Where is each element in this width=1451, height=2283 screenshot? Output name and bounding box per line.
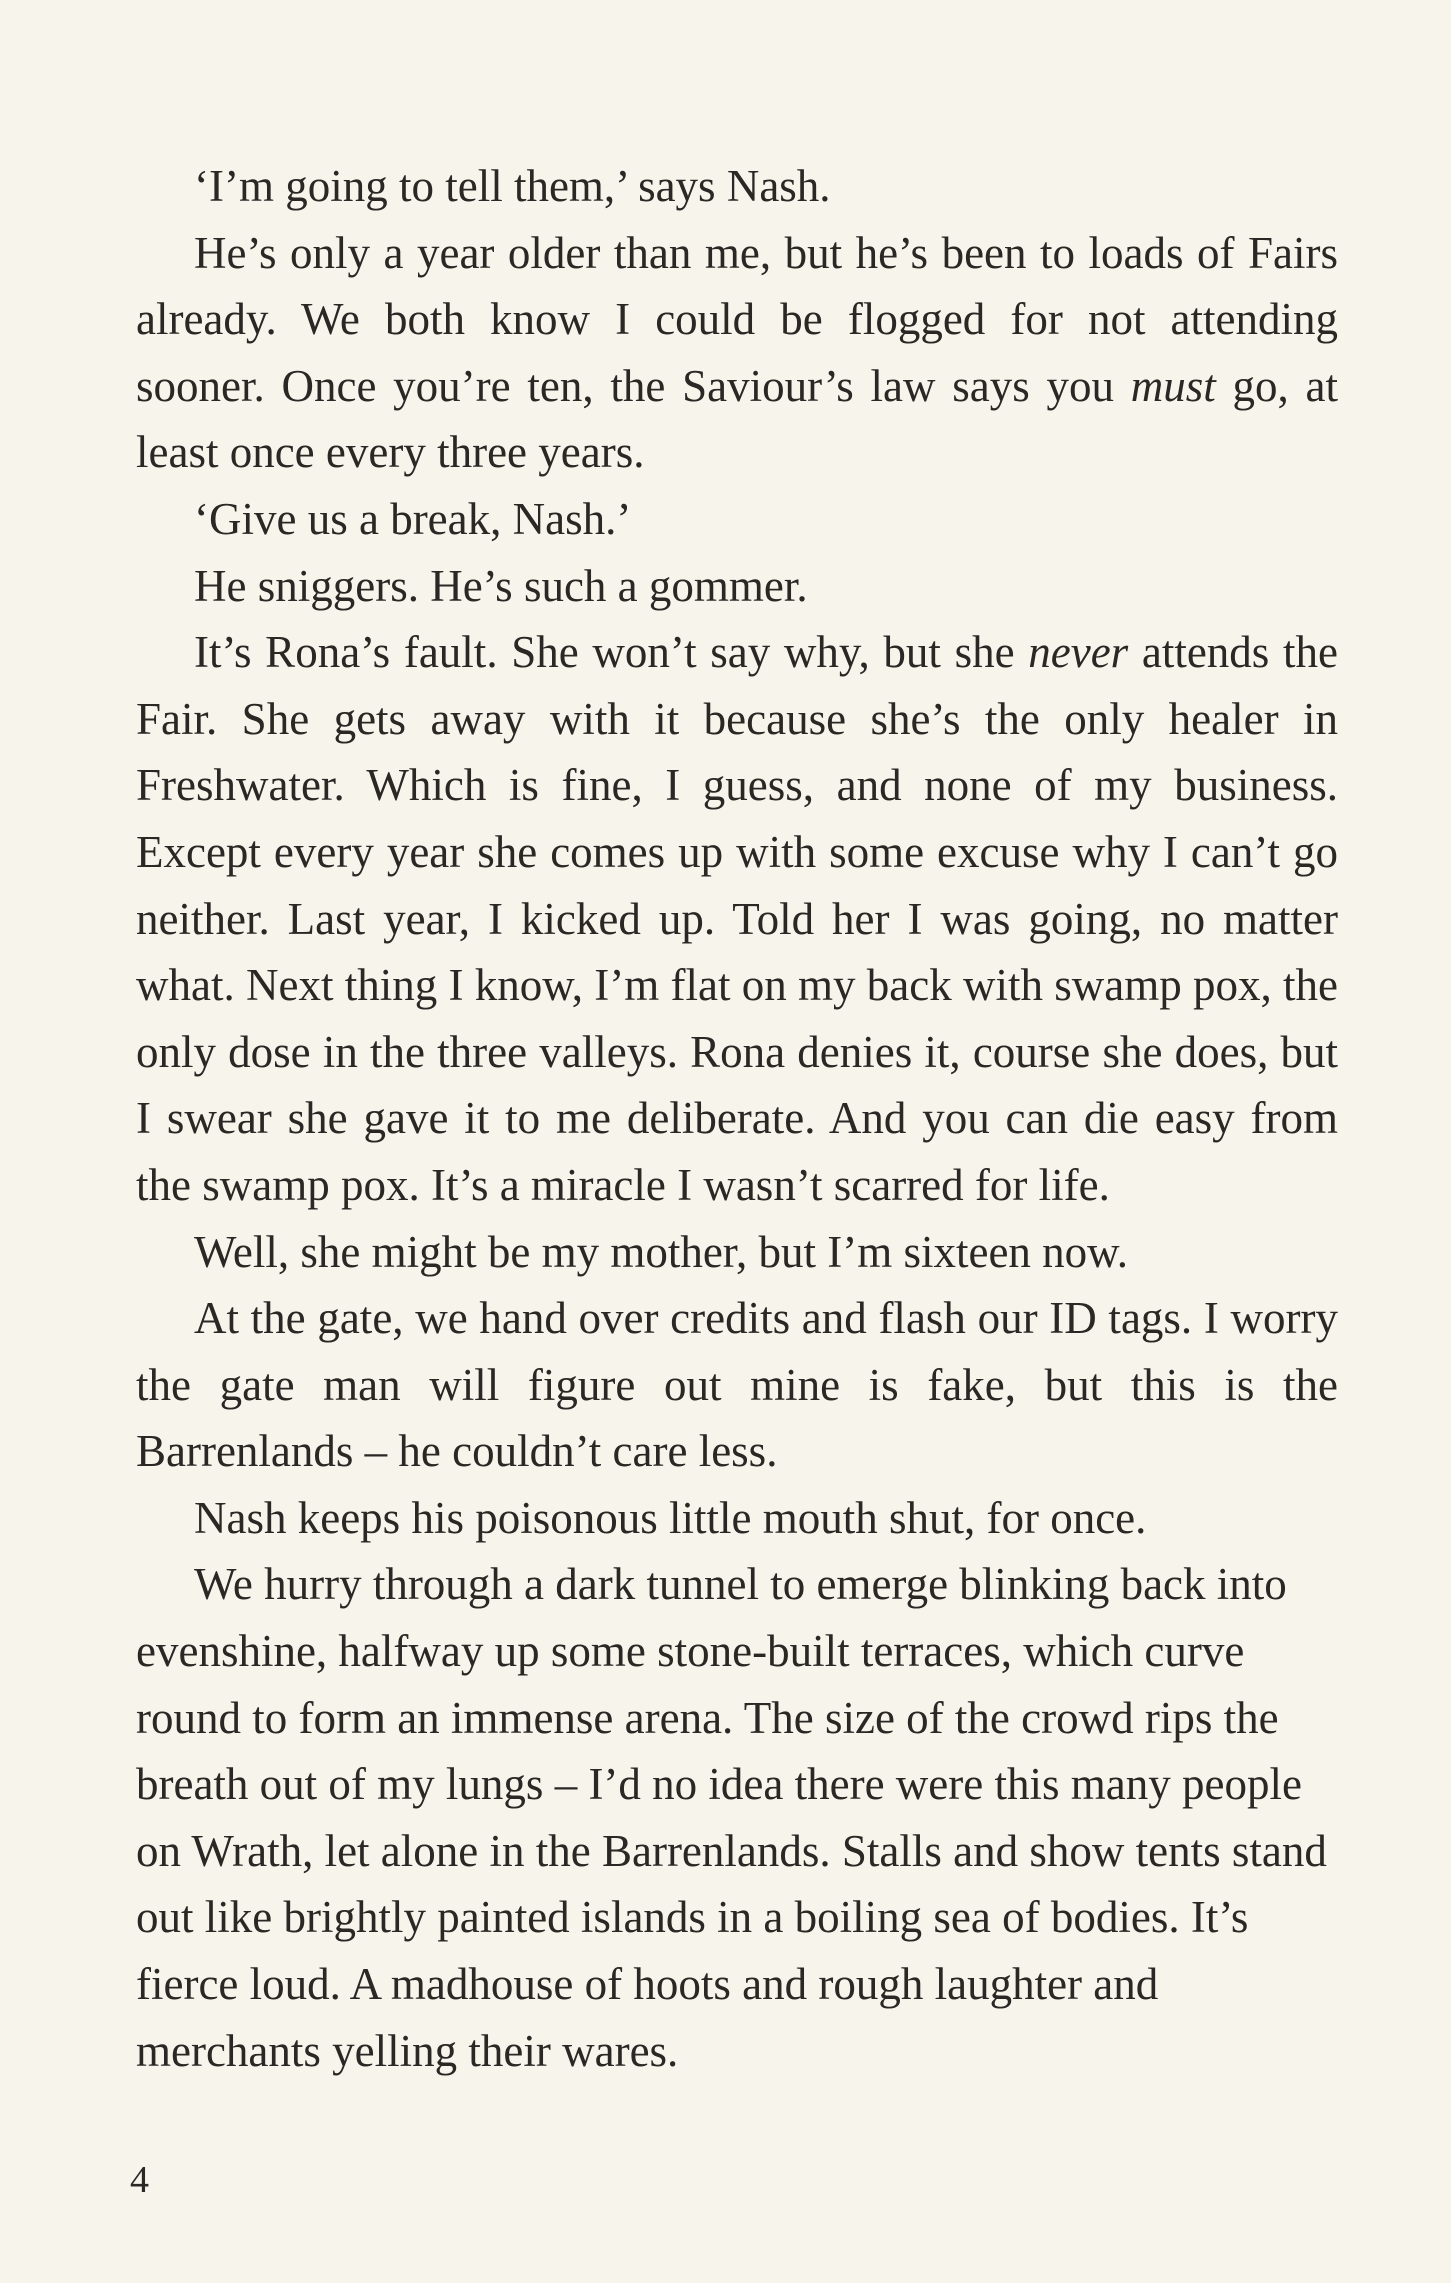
- emphasis-text: never: [1028, 627, 1129, 678]
- page-number: 4: [130, 2159, 149, 2201]
- paragraph-5: It’s Rona’s fault. She won’t say why, but she never attends the Fair. She gets away with it because she’s the only healer in Freshwater. Which is fine, I guess, and none of my business. Except every year she comes up with some excuse why I can’t go neither. Last year, I kicked up. Told her I was going, no matter what. Next thing I know, I’m flat on my back with swamp pox, the only dose in the three valleys. Rona denies it, course she does, but I swear she gave it to me deliberate. And you can die easy from the swamp pox. It’s a miracle I wasn’t scarred for life.: [136, 627, 1338, 1210]
- paragraph-9: We hurry through a dark tunnel to emerge blinking back into evenshine, halfway up some stone-built terraces, which curve round to form an immense arena. The size of the crowd rips the breath out of my lungs – I’d no idea there were this many people on Wrath, let alone in the Barrenlands. Stalls and show tents stand out like brightly painted islands in a boiling sea of bodies. It’s fierce loud. A madhouse of hoots and rough laughter and merchants yelling their wares.: [136, 1559, 1327, 2076]
- paragraph-1: ‘I’m going to tell them,’ says Nash.: [194, 161, 831, 211]
- paragraph-6: Well, she might be my mother, but I’m sixteen now.: [194, 1226, 1128, 1277]
- emphasis-text: must: [1130, 360, 1216, 411]
- paragraph-4: He sniggers. He’s such a gommer.: [194, 560, 808, 611]
- paragraph-8: Nash keeps his poisonous little mouth shut, for once.: [194, 1492, 1147, 1543]
- paragraph-7: At the gate, we hand over credits and flash our ID tags. I worry the gate man will figure out mine is fake, but this is the Barrenlands – he couldn’t care less.: [136, 1293, 1338, 1477]
- paragraph-3: ‘Give us a break, Nash.’: [194, 493, 632, 544]
- paragraph-2: He’s only a year older than me, but he’s been to loads of Fairs already. We both know I could be flogged for not attending sooner. Once you’re ten, the Saviour’s law says you must go, at least once every three years.: [136, 227, 1338, 478]
- body-text: [136, 153, 1338, 2084]
